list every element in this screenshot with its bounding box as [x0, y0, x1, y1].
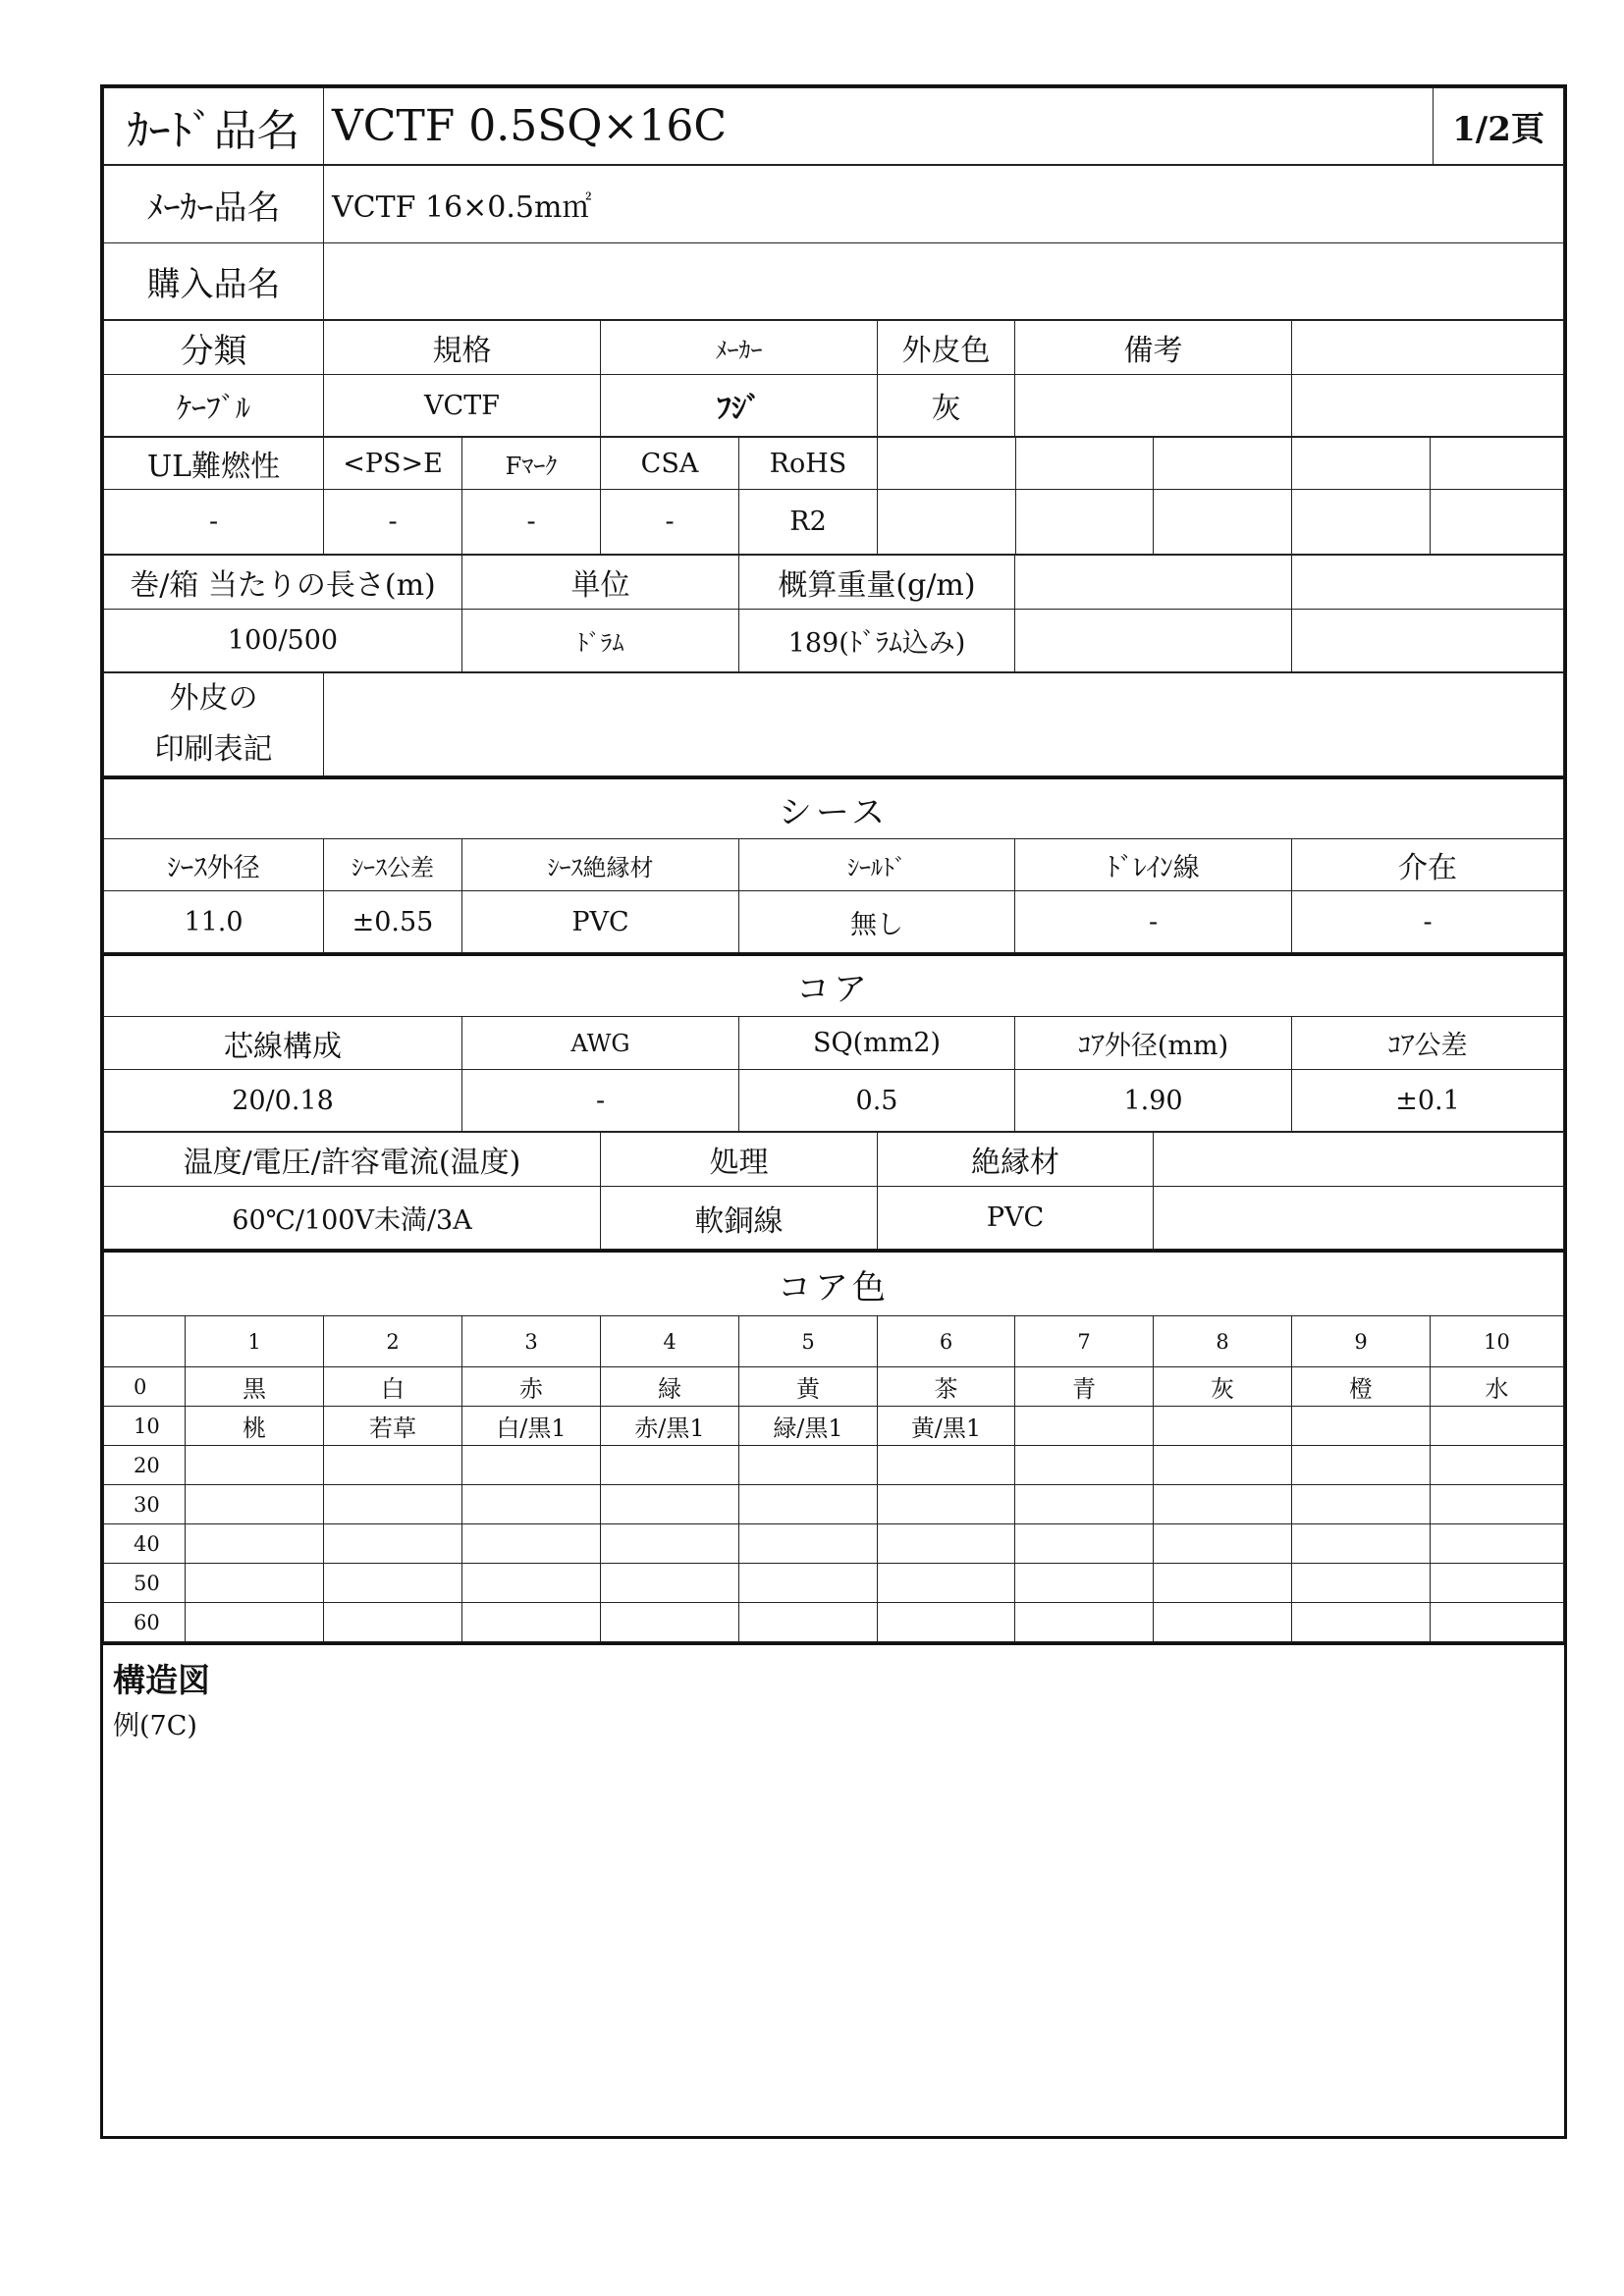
rohs-header: RoHS [739, 438, 878, 490]
core-color-column: 3 [462, 1316, 601, 1367]
core-color-cell: 橙 [1292, 1367, 1431, 1407]
core-color-row-label: 40 [104, 1524, 186, 1564]
core-color-cell [739, 1524, 878, 1564]
standard-value: VCTF [324, 375, 601, 437]
insulation-header: 絶縁材 [878, 1133, 1154, 1187]
core-color-cell [1154, 1407, 1292, 1446]
core-color-cell [601, 1485, 739, 1524]
core-color-row [104, 1446, 1564, 1485]
core-color-cell [1015, 1564, 1154, 1603]
drain-header: ﾄﾞﾚｲﾝ線 [1015, 839, 1292, 891]
csa-value: - [601, 490, 739, 555]
core-color-cell [878, 1485, 1015, 1524]
core-od-header: ｺｱ外径(mm) [1015, 1017, 1292, 1070]
sheath-title: シース [104, 778, 1564, 839]
core-color-column: 2 [324, 1316, 462, 1367]
extra-header [1292, 321, 1564, 375]
extra-value [1292, 375, 1564, 437]
core-color-cell: 青 [1015, 1367, 1154, 1407]
core-color-cell [739, 1603, 878, 1642]
core-color-cell [324, 1564, 462, 1603]
classification-table [103, 320, 1564, 437]
core-color-cell [1154, 1603, 1292, 1642]
core-color-cell [1015, 1524, 1154, 1564]
core-color-cell [462, 1446, 601, 1485]
sheath-od-value: 11.0 [104, 891, 324, 953]
core-color-column: 8 [1154, 1316, 1292, 1367]
shield-header: ｼｰﾙﾄﾞ [739, 839, 1015, 891]
core-color-cell [462, 1603, 601, 1642]
sheath-od-header: ｼｰｽ外径 [104, 839, 324, 891]
page-indicator: 1/2頁 [1434, 88, 1564, 165]
sheath-tolerance-value: ±0.55 [324, 891, 462, 953]
core-color-row-label: 30 [104, 1485, 186, 1524]
core-color-cell [1431, 1603, 1564, 1642]
std-blank-header [1292, 438, 1431, 490]
treatment-value: 軟銅線 [601, 1187, 878, 1250]
core-color-cell [186, 1603, 324, 1642]
core-color-cell [601, 1446, 739, 1485]
core-color-cell [1154, 1485, 1292, 1524]
core-color-row-label: 10 [104, 1407, 186, 1446]
core-color-cell [1015, 1603, 1154, 1642]
core-color-table [103, 1250, 1564, 1642]
sheath-color-value: 灰 [878, 375, 1015, 437]
drain-value: - [1015, 891, 1292, 953]
conductor-value: 20/0.18 [104, 1070, 462, 1132]
sheath-tolerance-header: ｼｰｽ公差 [324, 839, 462, 891]
maker-value: ﾌｼﾞ [601, 375, 878, 437]
core-color-cell [324, 1446, 462, 1485]
ul-header: UL難燃性 [104, 438, 324, 490]
sq-header: SQ(mm2) [739, 1017, 1015, 1070]
core-color-cell [739, 1564, 878, 1603]
shield-value: 無し [739, 891, 1015, 953]
core-color-cell [1154, 1446, 1292, 1485]
core-color-cell [878, 1603, 1015, 1642]
core-color-cell [878, 1564, 1015, 1603]
maker-name: VCTF 16×0.5m㎡ [324, 166, 1564, 243]
rating-table [103, 1132, 1564, 1250]
core-color-row [104, 1407, 1564, 1446]
core-color-title: コア色 [104, 1252, 1564, 1316]
core-color-cell: 茶 [878, 1367, 1015, 1407]
rating-header: 温度/電圧/許容電流(温度) [104, 1133, 601, 1187]
core-color-cell [324, 1524, 462, 1564]
core-color-cell [739, 1485, 878, 1524]
core-color-cell [186, 1564, 324, 1603]
weight-header: 概算重量(g/m) [739, 556, 1015, 610]
core-color-cell: 白 [324, 1367, 462, 1407]
unit-header: 単位 [462, 556, 739, 610]
ul-value: - [104, 490, 324, 555]
core-color-cell [1015, 1446, 1154, 1485]
std-blank-value [1431, 490, 1564, 555]
rating-blank-value [1154, 1187, 1564, 1250]
print-mark-label [104, 673, 324, 776]
core-color-cell [1154, 1524, 1292, 1564]
core-color-cell [324, 1603, 462, 1642]
core-od-value: 1.90 [1015, 1070, 1292, 1132]
awg-header: AWG [462, 1017, 739, 1070]
remarks-header: 備考 [1015, 321, 1292, 375]
core-color-column-header-row [104, 1316, 1564, 1367]
core-color-cell [1292, 1524, 1431, 1564]
length-blank-header [1292, 556, 1564, 610]
core-color-cell: 桃 [186, 1407, 324, 1446]
length-header: 巻/箱 当たりの長さ(m) [104, 556, 462, 610]
std-blank-header [1154, 438, 1292, 490]
print-mark-label-line2: 印刷表記 [154, 732, 273, 767]
core-color-row [104, 1524, 1564, 1564]
core-color-cell [1292, 1407, 1431, 1446]
class-header: 分類 [104, 321, 324, 375]
core-color-cell [878, 1524, 1015, 1564]
core-color-cell: 緑 [601, 1367, 739, 1407]
core-color-cell: 白/黒1 [462, 1407, 601, 1446]
sheath-insulation-header: ｼｰｽ絶縁材 [462, 839, 739, 891]
structure-area [103, 1642, 1564, 2122]
treatment-header: 処理 [601, 1133, 878, 1187]
core-color-column: 10 [1431, 1316, 1564, 1367]
core-color-cell [186, 1446, 324, 1485]
core-color-cell: 黄 [739, 1367, 878, 1407]
std-blank-header [878, 438, 1016, 490]
core-color-cell [1431, 1407, 1564, 1446]
spec-sheet [100, 84, 1567, 2139]
core-color-row [104, 1367, 1564, 1407]
length-table [103, 555, 1564, 672]
core-color-cell [1431, 1524, 1564, 1564]
core-color-cell: 水 [1431, 1367, 1564, 1407]
core-color-cell: 緑/黒1 [739, 1407, 878, 1446]
core-color-cell [739, 1446, 878, 1485]
name-table [103, 165, 1564, 320]
std-blank-value [1154, 490, 1292, 555]
core-color-row-label: 0 [104, 1367, 186, 1407]
sq-value: 0.5 [739, 1070, 1015, 1132]
core-color-cell [1431, 1564, 1564, 1603]
length-blank-header [1015, 556, 1292, 610]
sheath-table [103, 776, 1564, 953]
core-color-cell [462, 1524, 601, 1564]
conductor-header: 芯線構成 [104, 1017, 462, 1070]
unit-value: ﾄﾞﾗﾑ [462, 610, 739, 672]
pse-header: <PS>E [324, 438, 462, 490]
structure-title: 構造図 [113, 1661, 210, 1699]
core-color-cell [601, 1564, 739, 1603]
length-blank-value [1292, 610, 1564, 672]
core-color-corner [104, 1316, 186, 1367]
core-table [103, 953, 1564, 1132]
pse-value: - [324, 490, 462, 555]
std-blank-header [1016, 438, 1154, 490]
rating-blank-header [1154, 1133, 1564, 1187]
core-color-cell: 若草 [324, 1407, 462, 1446]
core-color-column: 7 [1015, 1316, 1154, 1367]
core-color-cell [324, 1485, 462, 1524]
insulation-value: PVC [878, 1187, 1154, 1250]
core-color-row [104, 1603, 1564, 1642]
core-tolerance-header: ｺｱ公差 [1292, 1017, 1564, 1070]
core-color-row-label: 60 [104, 1603, 186, 1642]
core-color-column: 1 [186, 1316, 324, 1367]
std-blank-header [1431, 438, 1564, 490]
core-color-cell: 黄/黒1 [878, 1407, 1015, 1446]
filler-value: - [1292, 891, 1564, 953]
core-color-cell: 赤 [462, 1367, 601, 1407]
f-mark-value: - [462, 490, 601, 555]
sheath-color-header: 外皮色 [878, 321, 1015, 375]
print-mark-value [324, 673, 1564, 776]
core-color-cell [1292, 1446, 1431, 1485]
rohs-value: R2 [739, 490, 878, 555]
core-color-column: 4 [601, 1316, 739, 1367]
core-color-cell [1431, 1485, 1564, 1524]
core-color-cell [1154, 1564, 1292, 1603]
purchase-name [324, 243, 1564, 320]
core-color-rows [104, 1367, 1564, 1642]
weight-value: 189(ﾄﾞﾗﾑ込み) [739, 610, 1015, 672]
length-blank-value [1015, 610, 1292, 672]
core-color-row [104, 1485, 1564, 1524]
core-color-cell [1015, 1485, 1154, 1524]
class-value: ｹｰﾌﾞﾙ [104, 375, 324, 437]
core-color-cell: 赤/黒1 [601, 1407, 739, 1446]
core-color-cell [1431, 1446, 1564, 1485]
standards-table [103, 437, 1564, 555]
length-value: 100/500 [104, 610, 462, 672]
card-name: VCTF 0.5SQ×16C [324, 88, 1434, 165]
core-title: コア [104, 955, 1564, 1017]
core-color-cell [1292, 1485, 1431, 1524]
standard-header: 規格 [324, 321, 601, 375]
sheath-insulation-value: PVC [462, 891, 739, 953]
f-mark-header: Fﾏｰｸ [462, 438, 601, 490]
maker-name-label: ﾒｰｶｰ品名 [104, 166, 324, 243]
core-color-cell [1015, 1407, 1154, 1446]
core-color-row [104, 1564, 1564, 1603]
core-color-row-label: 50 [104, 1564, 186, 1603]
maker-header: ﾒｰｶｰ [601, 321, 878, 375]
core-color-cell [878, 1446, 1015, 1485]
core-color-column: 6 [878, 1316, 1015, 1367]
core-color-row-label: 20 [104, 1446, 186, 1485]
std-blank-value [1016, 490, 1154, 555]
core-color-cell [462, 1564, 601, 1603]
core-color-cell [1292, 1603, 1431, 1642]
core-color-cell [1292, 1564, 1431, 1603]
purchase-name-label: 購入品名 [104, 243, 324, 320]
core-color-column: 5 [739, 1316, 878, 1367]
structure-subtitle: 例(7C) [113, 1711, 197, 1741]
header-table [103, 87, 1564, 165]
filler-header: 介在 [1292, 839, 1564, 891]
core-color-cell [186, 1485, 324, 1524]
core-color-cell: 灰 [1154, 1367, 1292, 1407]
core-color-column: 9 [1292, 1316, 1431, 1367]
csa-header: CSA [601, 438, 739, 490]
std-blank-value [878, 490, 1016, 555]
core-color-cell [462, 1485, 601, 1524]
print-mark-table [103, 672, 1564, 776]
print-mark-label-line1: 外皮の [169, 681, 258, 716]
awg-value: - [462, 1070, 739, 1132]
rating-value: 60℃/100V未満/3A [104, 1187, 601, 1250]
remarks-value [1015, 375, 1292, 437]
core-color-cell [186, 1524, 324, 1564]
core-tolerance-value: ±0.1 [1292, 1070, 1564, 1132]
std-blank-value [1292, 490, 1431, 555]
card-name-label: ｶｰﾄﾞ品名 [104, 88, 324, 165]
core-color-cell [601, 1603, 739, 1642]
core-color-cell: 黒 [186, 1367, 324, 1407]
core-color-cell [601, 1524, 739, 1564]
